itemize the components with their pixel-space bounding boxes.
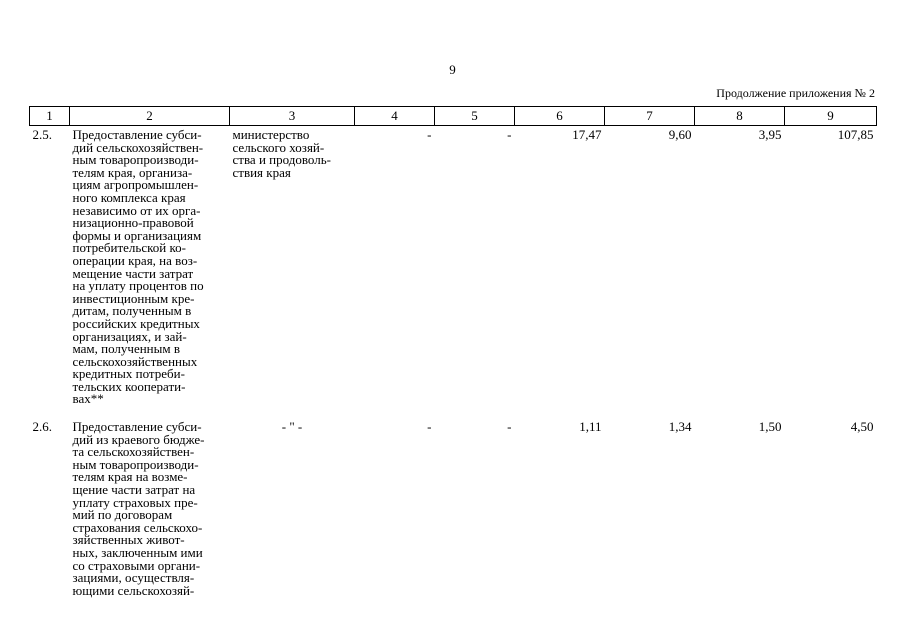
- text-line: ствия края: [232, 164, 291, 180]
- cell-col8: 1,50: [758, 419, 782, 435]
- cell-col9: 107,85: [837, 127, 874, 142]
- text-line: сельскохозяйственных: [72, 353, 198, 369]
- cell-col7: 9,60: [668, 127, 692, 142]
- text-line: Предоставление субси-: [72, 127, 202, 142]
- header-cell-2: 2: [70, 107, 230, 126]
- cell-col5: -: [507, 127, 512, 142]
- cell-col9: 4,50: [850, 419, 874, 435]
- text-line: зяйственных живот-: [72, 532, 185, 548]
- text-line: формы и организациям: [72, 227, 202, 243]
- header-cell-5: 5: [435, 107, 515, 126]
- cell-col8: 3,95: [758, 127, 782, 142]
- text-line: ных, заключенным ими: [72, 545, 203, 560]
- text-line: кредитных потреби-: [72, 366, 185, 382]
- text-line: ющими сельскохозяй-: [72, 582, 195, 598]
- cell-col4: -: [427, 419, 432, 435]
- text-line: инвестиционным кре-: [72, 290, 195, 306]
- text-line: дий сельскохозяйствен-: [72, 139, 204, 155]
- header-row: [30, 107, 877, 126]
- text-line: щение части затрат на: [72, 482, 196, 498]
- cell-col7: 1,34: [668, 419, 692, 435]
- text-line: вах**: [72, 391, 104, 407]
- text-line: ного комплекса края: [72, 189, 186, 205]
- continuation-label: Продолжение приложения № 2: [716, 86, 875, 100]
- text-line: ства и продоволь-: [232, 152, 331, 168]
- table-row: [30, 418, 877, 609]
- text-line: операции края, на воз-: [72, 252, 198, 268]
- text-line: независимо от их орга-: [72, 202, 201, 218]
- page-number: 9: [449, 62, 456, 77]
- text-line: ным товаропроизводи-: [72, 456, 199, 472]
- header-cell-9: 9: [785, 107, 877, 126]
- executor: [230, 126, 355, 419]
- text-line: страхования сельскохо-: [72, 519, 203, 535]
- text-line: мам, полученным в: [72, 341, 180, 357]
- text-line: тельских кооперати-: [72, 378, 186, 394]
- text-line: на уплату процентов по: [72, 278, 204, 294]
- row-number: 2.5.: [32, 127, 52, 142]
- text-line: низационно-правовой: [72, 215, 194, 231]
- measure-name: [70, 418, 230, 609]
- text-line: организациях, и зай-: [72, 328, 187, 344]
- text-line: мий по договорам: [72, 507, 173, 523]
- text-line: мещение части затрат: [72, 265, 194, 281]
- header-cell-8: 8: [695, 107, 785, 126]
- text-line: уплату страховых пре-: [72, 494, 198, 510]
- text-line: российских кредитных: [72, 315, 200, 331]
- header-cell-3: 3: [230, 107, 355, 126]
- text-line: потребительской ко-: [72, 240, 186, 256]
- header-cell-1: 1: [30, 107, 70, 126]
- text-line: зациями, осуществля-: [72, 570, 195, 586]
- cell-col5: -: [507, 419, 512, 435]
- cell-col6: 1,11: [579, 419, 602, 435]
- measure-name: [70, 126, 230, 419]
- text-line: та сельскохозяйствен-: [72, 444, 195, 460]
- cell-col4: -: [427, 127, 432, 142]
- text-line: Предоставление субси-: [72, 419, 202, 435]
- text-line: ным товаропроизводи-: [72, 152, 199, 168]
- header-cell-6: 6: [515, 107, 605, 126]
- header-cell-4: 4: [355, 107, 435, 126]
- text-line: министерство: [232, 127, 310, 142]
- text-line: со страховыми органи-: [72, 557, 201, 573]
- text-line: циям агропромышлен-: [72, 177, 199, 193]
- header-cell-7: 7: [605, 107, 695, 126]
- cell-col6: 17,47: [572, 127, 602, 142]
- executor: [230, 418, 355, 609]
- text-line: дий из краевого бюдже-: [72, 431, 205, 447]
- text-line: сельского хозяй-: [232, 139, 325, 155]
- text-line: телям края на возме-: [72, 469, 188, 485]
- text-line: дитам, полученным в: [72, 303, 192, 319]
- row-number: 2.6.: [32, 419, 52, 435]
- subsidy-table: [29, 106, 877, 609]
- text-line: - " -: [281, 419, 303, 435]
- table-row: [30, 126, 877, 419]
- text-line: телям края, организа-: [72, 164, 193, 180]
